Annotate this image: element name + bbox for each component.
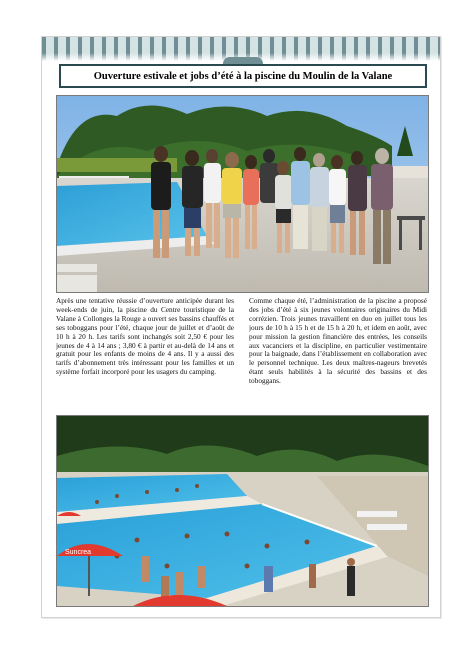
article-column-right: Comme chaque été, l’administration de la piscine a proposé des jobs d’été à six jeunes volontaires originaires du Midi corrézien. Trois jeunes travaillent en duo en juillet tous les jours de 10 h à 15 h et de 15 h à 20 h, et idem en août, avec pour mission la gestion financière des entrées, les conseils aux vacanciers et la discipline, en particulier vestimentaire pour la baignade, dans l’établissement en collaboration avec le personnel technique. Les deux maîtres-nageurs brevetés étant seuls habilités à la sécurité des bassins et des toboggans. — [249, 297, 427, 386]
article-title: Ouverture estivale et jobs d’été à la piscine du Moulin de la Valane — [93, 70, 393, 82]
umbrella-brand-text: Suncrea — [65, 549, 92, 556]
document-page — [41, 36, 441, 618]
article-title-box — [59, 64, 427, 88]
group-photo — [56, 95, 429, 293]
article-column-left: Après une tentative réussie d’ouverture anticipée durant les week-ends de juin, la piscine du Centre touristique de la Valane à Collonges la Rouge a ouvert ses bassins chauffés et ses toboggans pour l’été, chaque jour de juillet et d’août de 10 h à 20 h. Les tarifs sont inchangés soit 2,50 € pour les jeunes de 4 à 14 ans ; 3,80 € à partir et au-delà de 14 ans et gratuit pour les enfants de moins de 4 ans. Il y a aussi des tarifs d’abonnement très intéressant pour les familles et un système forfait incorporé pour les usagers du camping. — [56, 297, 234, 377]
pool-photo — [56, 415, 429, 607]
